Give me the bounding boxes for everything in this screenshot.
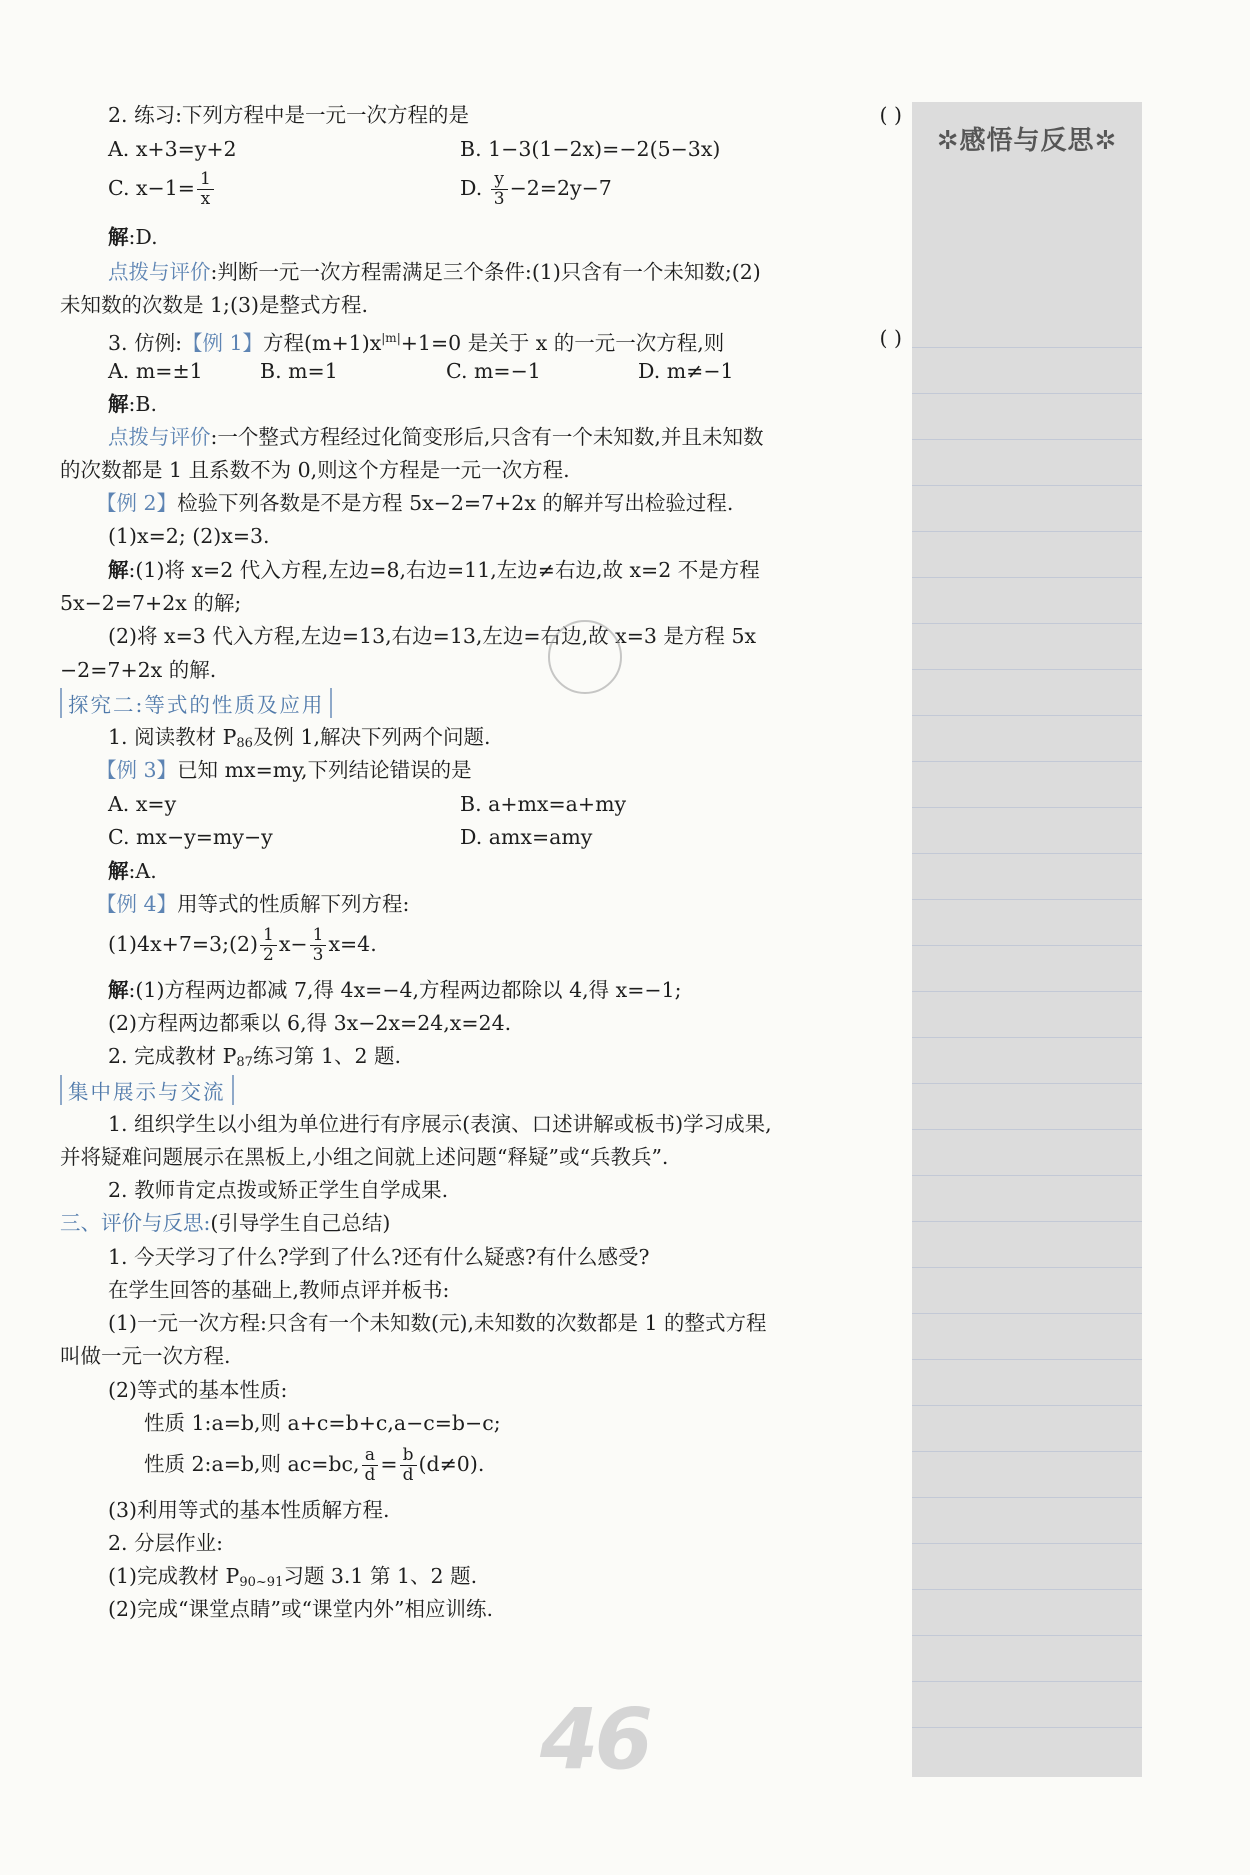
q3-answer: 解:B. [108,392,157,416]
sec4-line-2: 在学生回答的基础上,教师点评并板书: [108,1278,450,1302]
q3-options [60,356,902,386]
tip-label: 点拨与评价 [108,425,211,449]
ex3-option-a: A. x=y [108,792,177,816]
q2-title: 2. 练习:下列方程中是一元一次方程的是 [108,103,469,127]
example4-answer-2: (2)方程两边都乘以 6,得 3x−2x=24,x=24. [108,1011,512,1035]
example2-title: 【例 2】检验下列各数是不是方程 5x−2=7+2x 的解并写出检验过程. [96,491,734,515]
stamp-mark [548,620,622,694]
property-1: 性质 1:a=b,则 a+c=b+c,a−c=b−c; [144,1411,501,1435]
q3-tip-line2: 的次数都是 1 且系数不为 0,则这个方程是一元一次方程. [60,458,570,482]
q2-title-line [60,100,902,130]
fraction: $\frac{1}{3}$ [310,926,327,965]
page-number: 46 [540,1690,649,1788]
example4-title: 【例 4】用等式的性质解下列方程: [96,892,410,916]
q3-answer-blank: ( ) [879,326,902,350]
sec3-line-2: 并将疑难问题展示在黑板上,小组之间就上述问题“释疑”或“兵教兵”. [60,1145,669,1169]
q2-answer: 解:D. [108,225,158,249]
q2-tip-line2: 未知数的次数是 1;(3)是整式方程. [60,293,369,317]
q2-options-ab [60,134,902,164]
example-tag: 【例 1】 [181,331,264,355]
example-tag: 【例 4】 [96,892,178,916]
sec4-line-3: (1)一元一次方程:只含有一个未知数(元),未知数的次数都是 1 的整式方程 [108,1311,767,1335]
q2-option-a: A. x+3=y+2 [108,137,237,161]
section-heading-explore-2: 探究二:等式的性质及应用 [60,688,332,718]
q2-option-b: B. 1−3(1−2x)=−2(5−3x) [460,137,721,161]
sec2-task-2: 2. 完成教材 $P_{87}$练习第 1、2 题. [108,1044,402,1070]
ex3-option-b: B. a+mx=a+my [460,792,627,816]
q2-option-d: D. $\frac{y}{3}$ −2=2y−7 [460,169,612,209]
homework-1: (1)完成教材 $P_{90\sim 91}$习题 3.1 第 1、2 题. [108,1564,478,1590]
sec4-line-5: (2)等式的基本性质: [108,1378,288,1402]
example2-items: (1)x=2; (2)x=3. [108,524,270,548]
q2-options-cd [60,166,902,210]
q3-option-b: B. m=1 [260,359,338,383]
homework-2: (2)完成“课堂点睛”或“课堂内外”相应训练. [108,1597,493,1621]
example-tag: 【例 2】 [96,491,178,515]
answer-label: 解 [108,225,129,249]
q3-option-d: D. m≠−1 [638,359,734,383]
sec2-task-1: 1. 阅读教材 $P_{86}$及例 1,解决下列两个问题. [108,725,491,751]
ex3-option-c: C. mx−y=my−y [108,825,273,849]
sec4-line-1: 1. 今天学习了什么?学到了什么?还有什么疑惑?有什么感受? [108,1245,650,1269]
sec4-line-4: 叫做一元一次方程. [60,1344,231,1368]
example2-answer-1: 解:(1)将 x=2 代入方程,左边=8,右边=11,左边≠右边,故 x=2 不是方程 [108,558,760,582]
ex3-option-d: D. amx=amy [460,825,593,849]
sec3-line-3: 2. 教师肯定点拨或矫正学生自学成果. [108,1178,449,1202]
q2-tip-line1: 点拨与评价:判断一元一次方程需满足三个条件:(1)只含有一个未知数;(2) [108,260,761,284]
q2-option-c: C. x−1= $\frac{1}{x}$ [108,176,216,200]
fraction: $\frac{y}{3}$ [491,170,508,209]
reflection-sidebar [912,102,1142,1777]
tip-label: 点拨与评价 [108,260,211,284]
example3-title: 【例 3】已知 mx=my,下列结论错误的是 [60,755,938,785]
fraction: $\frac{1}{x}$ [197,170,214,209]
note-lines [912,302,1142,1772]
example2-answer-2: 5x−2=7+2x 的解; [60,591,242,615]
q3-tip-line1: 点拨与评价:一个整式方程经过化简变形后,只含有一个未知数,并且未知数 [108,425,764,449]
example4-answer-1: 解:(1)方程两边都减 7,得 4x=−4,方程两边都除以 4,得 x=−1; [108,978,682,1002]
sec4-line-7: 2. 分层作业: [108,1531,223,1555]
q2-answer-blank: ( ) [879,103,902,127]
fraction: $\frac{a}{d}$ [362,1446,379,1485]
example3-options-ab [60,789,902,819]
q3-title-line: 3. 仿例:【例 1】方程$(m+1)x^{|m|}+1=0$ 是关于 x 的一元一次方程,则 ( ) [60,323,902,358]
example4-equations: (1)4x+7=3;(2) $\frac{1}{2}$ x− $\frac{1}{3}$ x=4. [108,925,377,965]
section-heading-reflection: 三、评价与反思:(引导学生自己总结) [60,1211,391,1235]
fraction: $\frac{b}{d}$ [400,1446,417,1485]
sec3-line-1: 1. 组织学生以小组为单位进行有序展示(表演、口述讲解或板书)学习成果, [108,1112,772,1136]
q3-option-c: C. m=−1 [446,359,541,383]
example2-answer-4: −2=7+2x 的解. [60,658,217,682]
sidebar-title: ✲感悟与反思✲ [936,126,1118,156]
property-2: 性质 2:a=b,则 ac=bc, $\frac{a}{d}$ = $\frac{b}{d}$ (d≠0). [144,1445,485,1485]
sec4-line-6: (3)利用等式的基本性质解方程. [108,1498,390,1522]
example2-answer-3: (2)将 x=3 代入方程,左边=13,右边=13,左边=右边,故 x=3 是方程 5x [108,624,757,648]
fraction: $\frac{1}{2}$ [260,926,277,965]
q3-option-a: A. m=±1 [108,359,203,383]
example3-options-cd [60,822,902,852]
section-heading-presentation: 集中展示与交流 [60,1075,234,1105]
example3-answer: 解:A. [108,859,157,883]
example-tag: 【例 3】 [96,758,178,782]
